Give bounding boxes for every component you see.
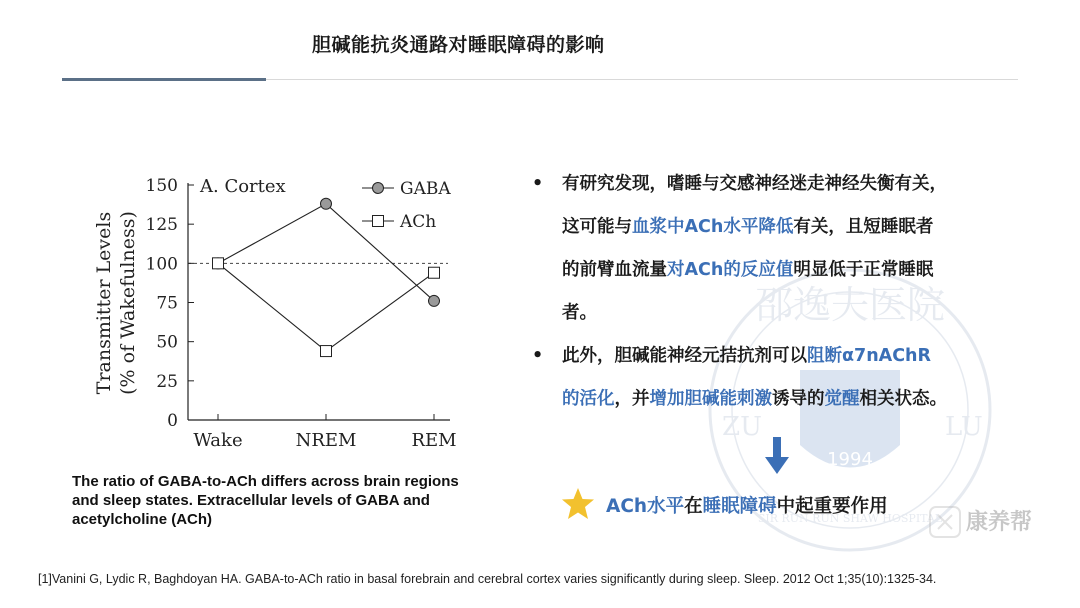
- text-span: 相关状态。: [859, 389, 947, 409]
- text-span: 在: [684, 496, 703, 517]
- text-span: 此外，胆碱能神经元拮抗剂可以: [562, 346, 807, 366]
- brand-logo-text: 康养帮: [966, 510, 1033, 535]
- highlight-text: 觉醒: [824, 389, 860, 409]
- arrow-down-icon: [764, 437, 790, 475]
- x-tick-label: REM: [411, 430, 457, 451]
- legend-gaba-marker: [373, 183, 384, 194]
- seal-top-text: 邵逸夫医院: [754, 283, 946, 327]
- legend-ach-marker: [373, 216, 384, 227]
- text-span: 这可能与: [562, 217, 632, 237]
- bullet-1-line-2: [562, 206, 1052, 249]
- text-span: 者。: [562, 303, 597, 323]
- y-tick-label: 125: [145, 215, 178, 236]
- conclusion-text: [606, 492, 888, 518]
- bullet-2: [532, 335, 1052, 421]
- seal-year: 1994: [827, 449, 873, 470]
- highlight-text: 睡眠障碍: [702, 496, 777, 517]
- bullet-dot: •: [532, 346, 544, 366]
- caption-line-1: The ratio of GABA-to-ACh differs across brain regions: [72, 473, 459, 490]
- highlight-text: 增加胆碱能刺激: [649, 389, 772, 409]
- page-title: 胆碱能抗炎通路对睡眠障碍的影响: [312, 34, 605, 56]
- y-tick-label: 100: [145, 254, 178, 275]
- text-span: 中起重要作用: [776, 496, 888, 517]
- bullet-1: [532, 163, 1052, 335]
- text-span: 诱导的: [772, 389, 825, 409]
- bullet-1-line-1: [562, 163, 1052, 206]
- bullet-2-line-1: [562, 335, 1052, 378]
- seal-right-letters: LU: [945, 412, 983, 442]
- bullet-2-line-2: [562, 378, 1052, 421]
- y-axis-label-line2: (% of Wakefulness): [117, 211, 139, 395]
- y-tick-label: 150: [145, 176, 178, 196]
- bullet-1-line-3: [562, 249, 1052, 292]
- star-icon: [560, 486, 596, 522]
- bullet-list: [532, 163, 1052, 421]
- text-span: 的前臂血流量: [562, 260, 667, 280]
- series-line-ach: [218, 263, 434, 351]
- seal-bottom-text: SIR RUN RUN SHAW HOSPITAL: [757, 512, 943, 525]
- y-tick-label: 50: [156, 332, 178, 353]
- text-span: 有关，且短睡眠者: [793, 217, 934, 237]
- text-span: 有研究发现，嗜睡与交感神经迷走神经失衡有关，: [562, 174, 947, 194]
- bullet-dot: •: [532, 174, 544, 194]
- highlight-text: 的活化: [562, 389, 615, 409]
- highlight-text: ACh水平: [606, 496, 685, 517]
- x-tick-label: Wake: [193, 430, 243, 451]
- data-point-ach-nrem: [321, 346, 332, 357]
- figure-caption: [72, 472, 512, 529]
- data-point-gaba-nrem: [321, 198, 332, 209]
- data-point-gaba-rem: [429, 295, 440, 306]
- text-span: 明显低于正常睡眠: [793, 260, 934, 280]
- bullet-1-line-4: [562, 292, 1052, 335]
- chart-title: A. Cortex: [200, 176, 286, 197]
- data-point-ach-rem: [429, 267, 440, 278]
- y-axis-label-line1: Transmitter Levels: [93, 211, 115, 395]
- y-tick-label: 75: [156, 293, 178, 314]
- y-tick-label: 25: [156, 371, 178, 392]
- legend: [362, 179, 451, 232]
- reference-citation: [1]Vanini G, Lydic R, Baghdoyan HA. GABA-to-ACh ratio in basal forebrain and cerebral cortex varies significantly during sleep. Sleep. 2012 Oct 1;35(10):1325-34.: [38, 572, 937, 586]
- highlight-text: 对ACh的反应值: [667, 260, 794, 280]
- seal-left-letters: ZU: [722, 412, 762, 442]
- text-span: ，并: [614, 389, 650, 409]
- title-accent-bar: [62, 78, 266, 81]
- y-tick-label: 0: [167, 411, 178, 431]
- highlight-text: 血浆中ACh水平降低: [632, 217, 794, 237]
- data-point-ach-wake: [213, 258, 224, 269]
- transmitter-levels-chart: [78, 165, 478, 465]
- caption-line-2: and sleep states. Extracellular levels of GABA and: [72, 492, 430, 509]
- legend-gaba-label: GABA: [400, 179, 451, 199]
- highlight-text: 阻断α7nAChR: [807, 346, 931, 366]
- legend-ach-label: ACh: [400, 212, 437, 232]
- caption-line-3: acetylcholine (ACh): [72, 511, 213, 528]
- x-tick-label: NREM: [295, 430, 357, 451]
